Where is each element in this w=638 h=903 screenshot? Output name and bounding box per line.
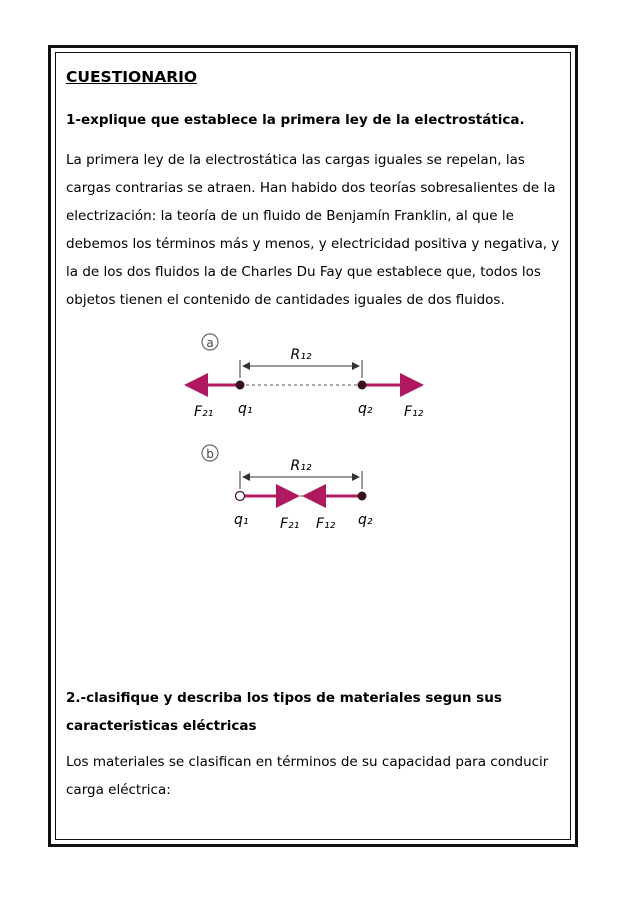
panel-b bbox=[202, 445, 373, 532]
charge-q2-b bbox=[358, 492, 367, 501]
force-label-f21-a: F₂₁ bbox=[194, 404, 214, 420]
panel-a-label: a bbox=[206, 336, 214, 350]
force-label-f12-a: F₁₂ bbox=[404, 404, 424, 420]
document-title: CUESTIONARIO bbox=[66, 68, 198, 86]
panel-b-label: b bbox=[206, 447, 214, 461]
question-2: 2.-clasifique y describa los tipos de materiales segun sus caracteristicas eléctricas bbox=[66, 690, 502, 734]
question-1: 1-explique que establece la primera ley de la electrostática. bbox=[66, 112, 525, 128]
charge-label-q1-a: q₁ bbox=[238, 401, 253, 417]
force-label-f12-b: F₁₂ bbox=[316, 516, 336, 532]
charge-q1-b bbox=[236, 492, 245, 501]
charge-q2-a bbox=[358, 381, 367, 390]
distance-label-b: R₁₂ bbox=[290, 458, 312, 474]
force-label-f21-b: F₂₁ bbox=[280, 516, 300, 532]
distance-label-a: R₁₂ bbox=[290, 347, 312, 363]
charge-label-q2-b: q₂ bbox=[358, 512, 373, 528]
charge-q1-a bbox=[236, 381, 245, 390]
charge-label-q2-a: q₂ bbox=[358, 401, 373, 417]
answer-1: La primera ley de la electrostática las cargas iguales se repelan, las cargas contrarias se atraen. Han habido dos teorías sobresalientes de la electrización: la teoría de un fluido de Benjamín Franklin, al que le debemos los términos más y menos, y electricidad positiva y negativa, y la de los dos fluidos la de Charles Du Fay que establece que, todos los objetos tienen el contenido de cantidades iguales de dos fluidos. bbox=[66, 152, 560, 308]
document-body bbox=[66, 58, 566, 798]
panel-a bbox=[190, 334, 424, 420]
charge-label-q1-b: q₁ bbox=[234, 512, 249, 528]
coulomb-force-figure bbox=[182, 328, 440, 544]
answer-2: Los materiales se clasifican en términos de su capacidad para conducir carga eléctrica: bbox=[66, 754, 549, 798]
